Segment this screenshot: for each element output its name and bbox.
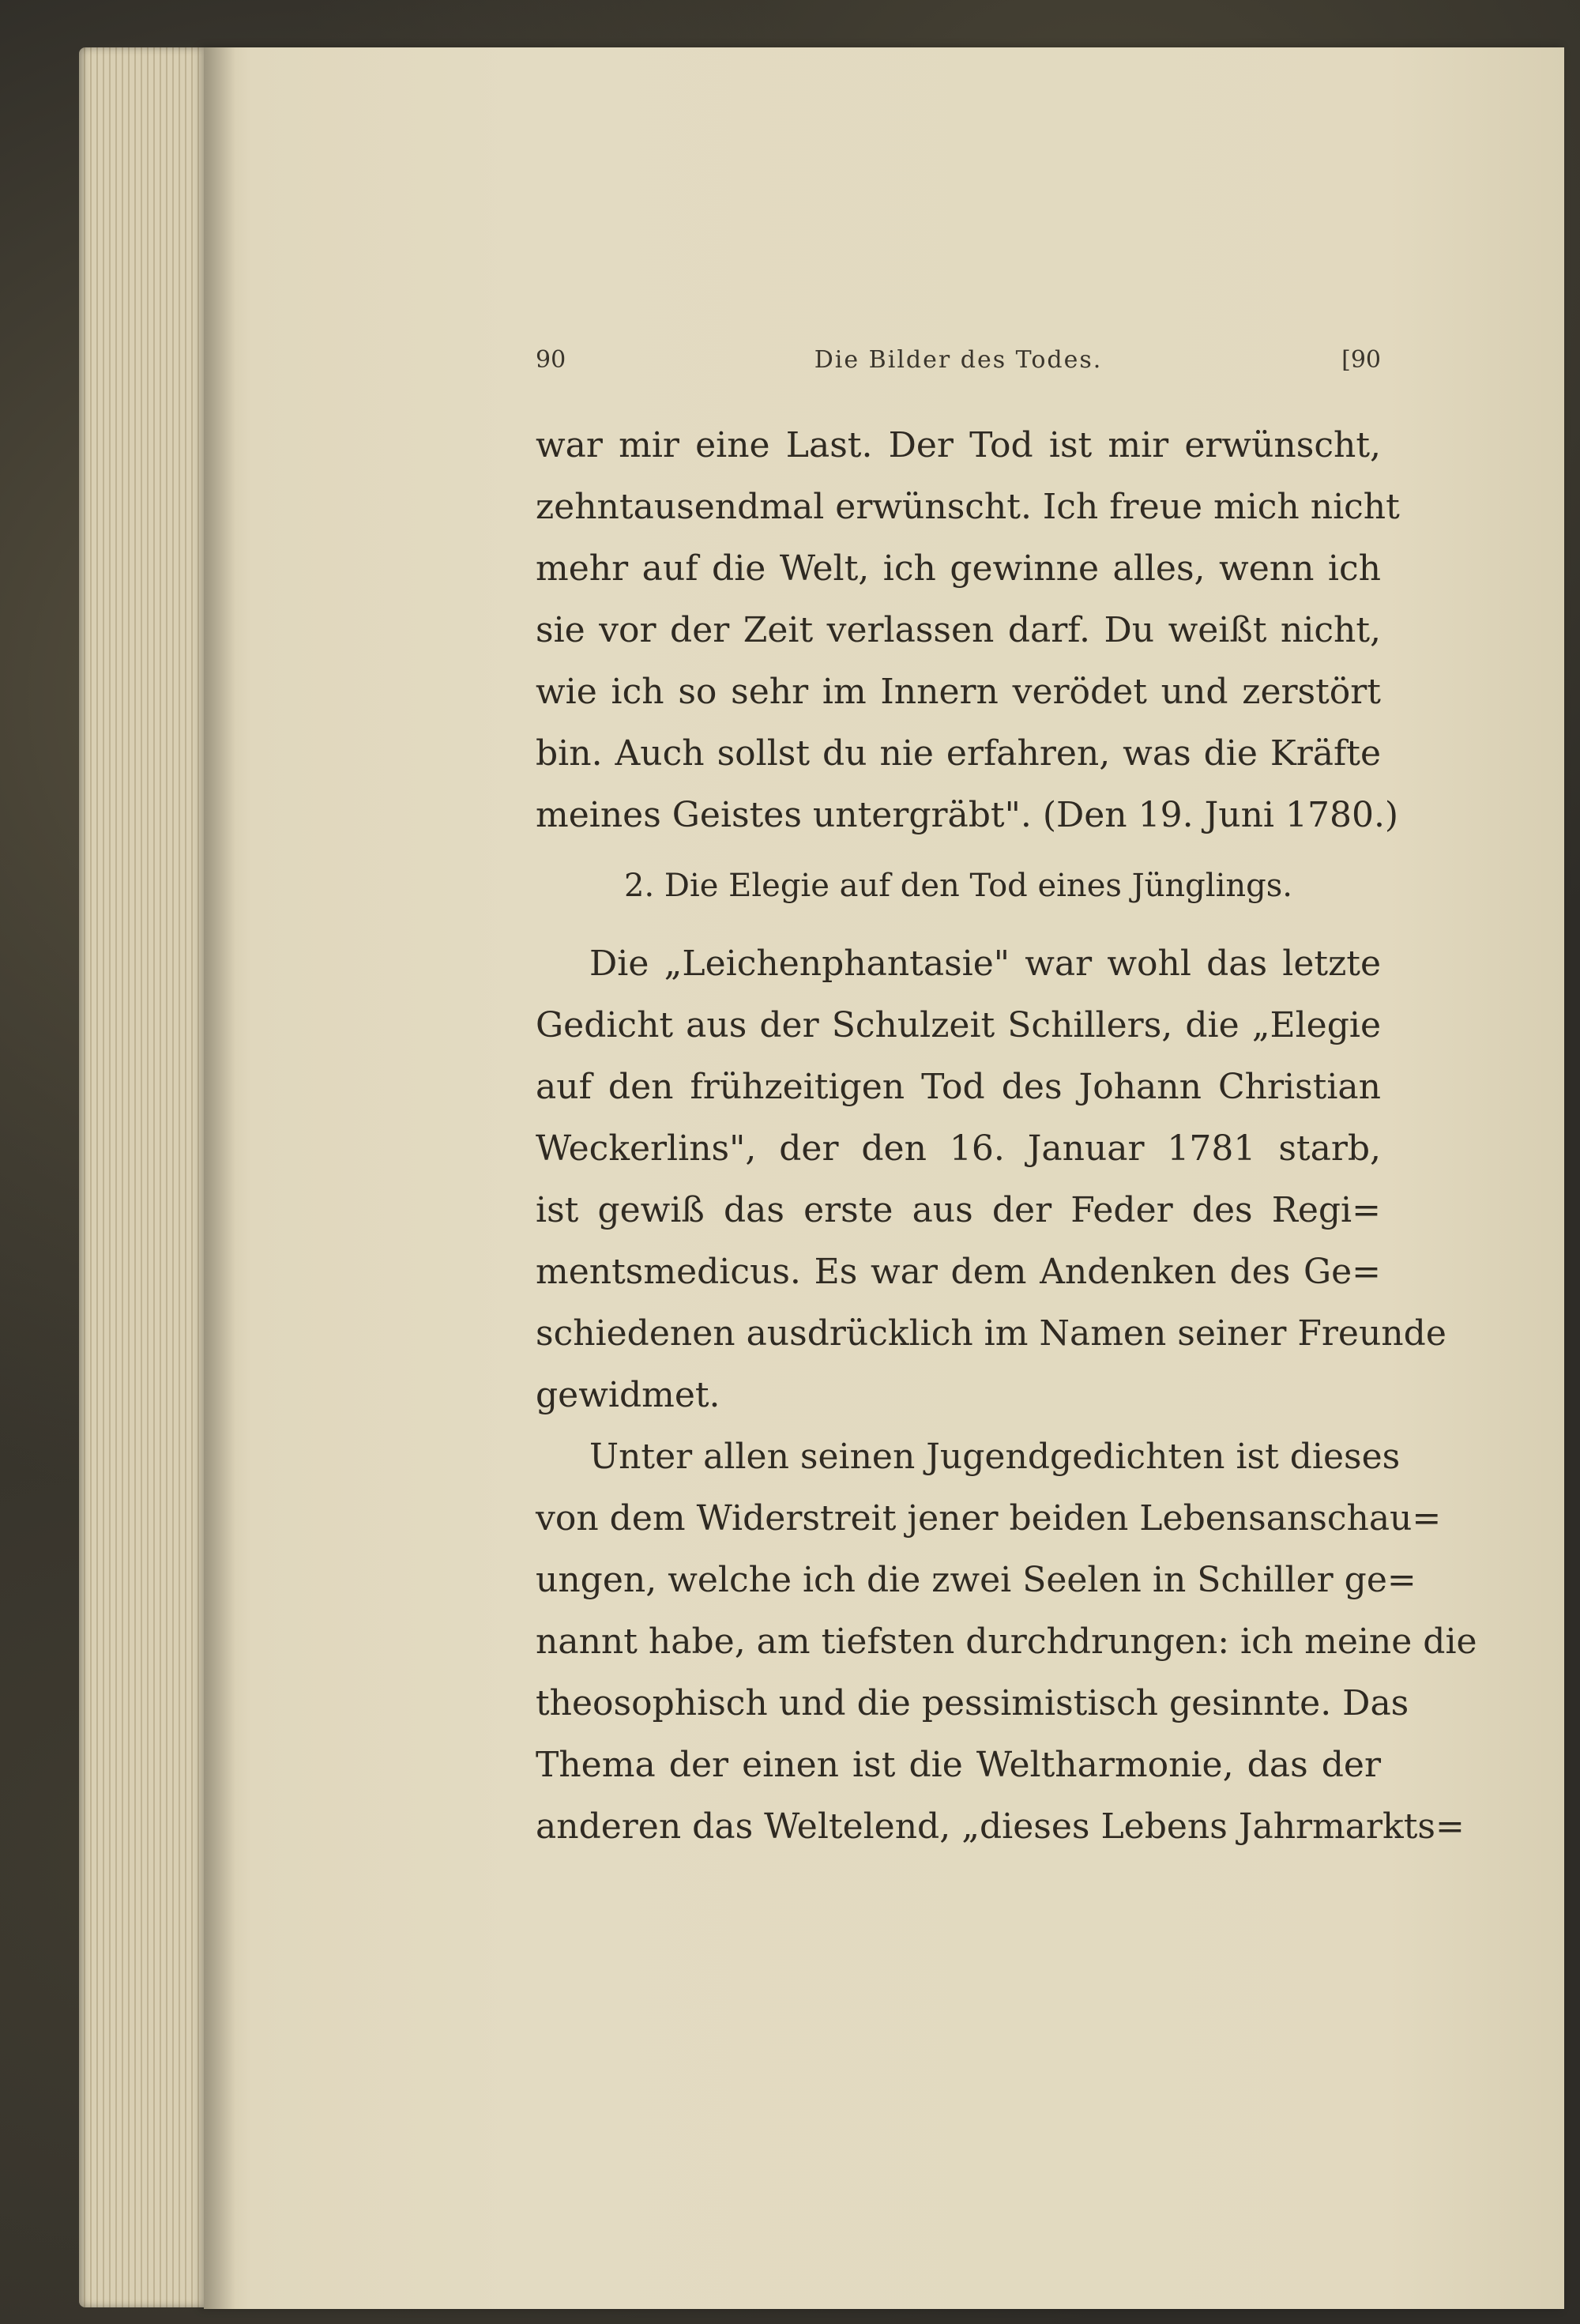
page-number-left: 90	[536, 346, 566, 374]
text-line: meines Geistes untergräbt". (Den 19. Juni 1780.)	[536, 795, 1399, 835]
text-line: war mir eine Last. Der Tod ist mir erwünscht,	[536, 425, 1381, 465]
text-line: mentsmedicus. Es war dem Andenken des Ge=	[536, 1252, 1381, 1292]
section-heading: 2. Die Elegie auf den Tod eines Jünglings.	[624, 868, 1292, 904]
paragraph-1	[536, 415, 1400, 846]
text-line: mehr auf die Welt, ich gewinne alles, wenn ich	[536, 548, 1381, 589]
text-line: zehntausendmal erwünscht. Ich freue mich nicht	[536, 487, 1400, 527]
text-line: gewidmet.	[536, 1375, 720, 1415]
page-stack-edges	[79, 47, 213, 2307]
text-line: ungen, welche ich die zwei Seelen in Schiller ge=	[536, 1560, 1416, 1600]
page-header	[536, 346, 1381, 386]
text-line: ist gewiß das erste aus der Feder des Regi=	[536, 1190, 1381, 1230]
text-line: nannt habe, am tiefsten durchdrungen: ich meine die	[536, 1622, 1477, 1662]
text-line: sie vor der Zeit verlassen darf. Du weißt nicht,	[536, 610, 1381, 650]
text-line: theosophisch und die pessimistisch gesinnte. Das	[536, 1683, 1409, 1723]
text-line: bin. Auch sollst du nie erfahren, was die Kräfte	[536, 733, 1381, 774]
text-line: schiedenen ausdrücklich im Namen seiner Freunde	[536, 1313, 1446, 1354]
text-line: wie ich so sehr im Innern verödet und zerstört	[536, 672, 1381, 712]
spine-shadow	[204, 47, 235, 2309]
page-number-right: [90	[1341, 346, 1381, 374]
text-line: von dem Widerstreit jener beiden Lebensanschau=	[536, 1498, 1442, 1539]
text-line: Gedicht aus der Schulzeit Schillers, die „Elegie	[536, 1005, 1381, 1045]
text-line: auf den frühzeitigen Tod des Johann Christian	[536, 1067, 1381, 1107]
text-line: Thema der einen ist die Weltharmonie, das der	[536, 1745, 1381, 1785]
text-line: anderen das Weltelend, „dieses Lebens Jahrmarkts=	[536, 1806, 1465, 1847]
text-line: Unter allen seinen Jugendgedichten ist dieses	[589, 1437, 1401, 1477]
body-text	[536, 415, 1477, 1858]
running-title: Die Bilder des Todes.	[814, 346, 1103, 374]
text-line: Weckerlins", der den 16. Januar 1781 starb,	[536, 1128, 1381, 1169]
text-line: Die „Leichenphantasie" war wohl das letzte	[589, 944, 1381, 984]
paragraph-3	[536, 1426, 1477, 1858]
paragraph-2	[536, 933, 1446, 1426]
